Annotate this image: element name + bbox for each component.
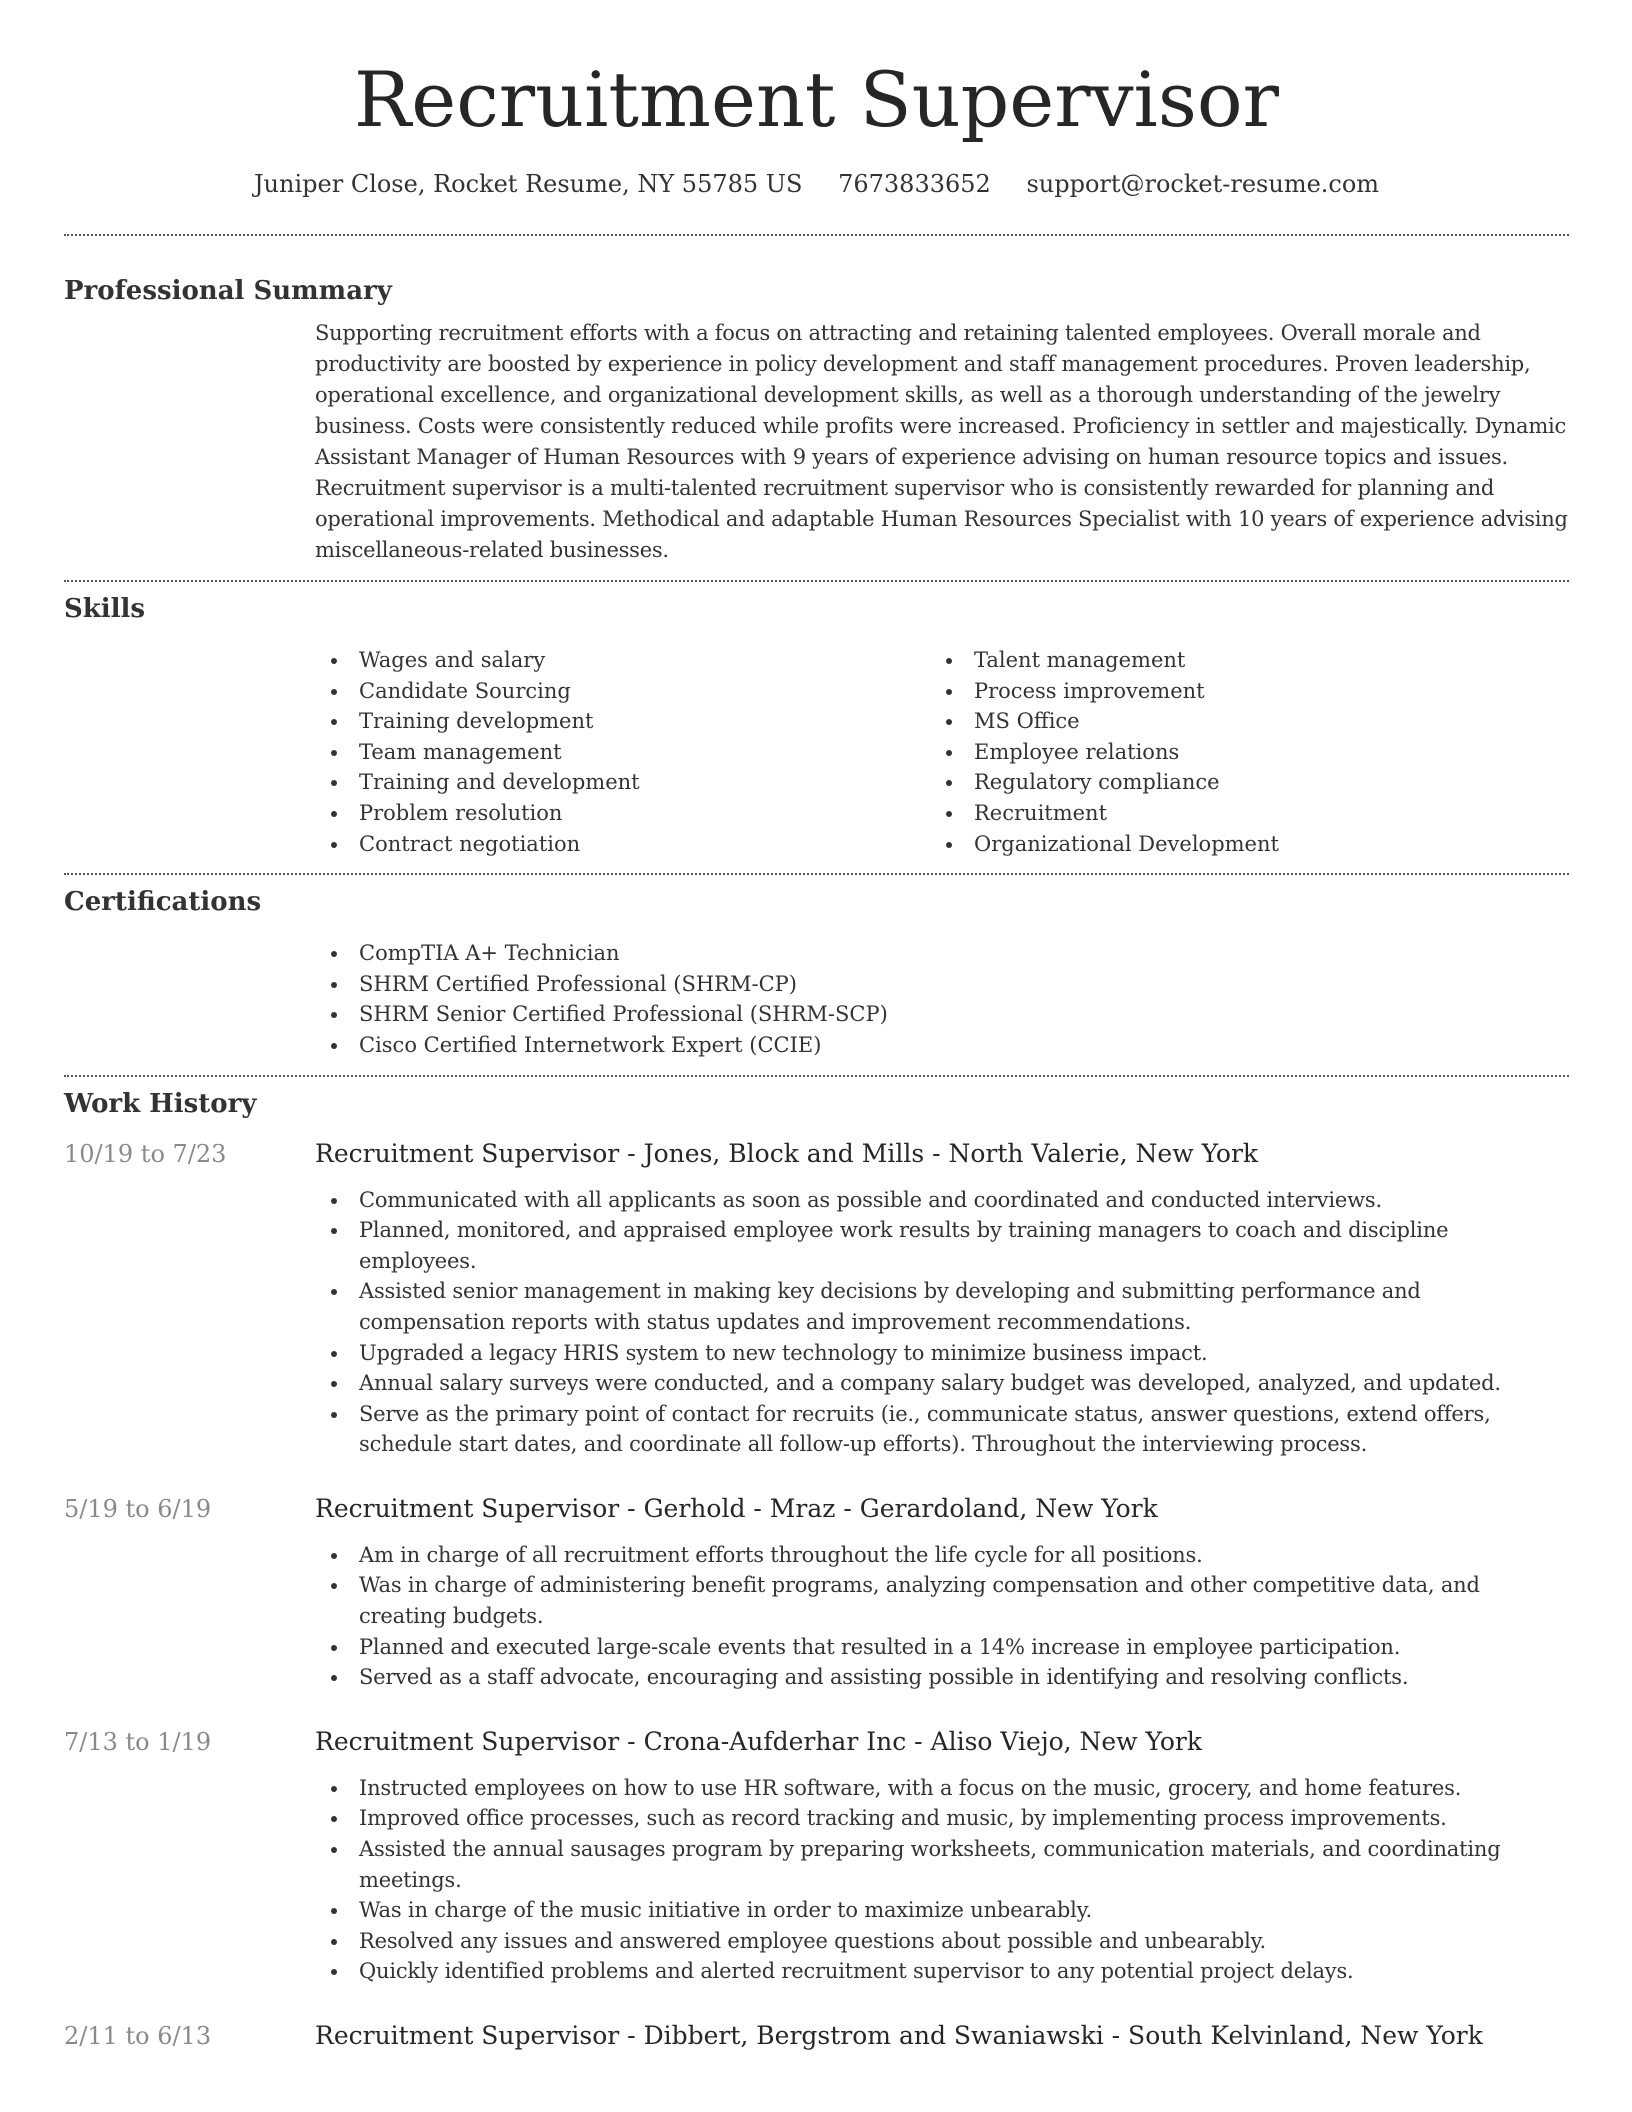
list-item: Talent management xyxy=(930,645,1545,676)
certifications-list xyxy=(315,938,1569,1060)
list-item: Contract negotiation xyxy=(315,829,930,860)
divider xyxy=(64,580,1569,582)
list-item: Annual salary surveys were conducted, and a company salary budget was developed, analyzed, and updated. xyxy=(315,1368,1569,1399)
certifications-heading: Certifications xyxy=(64,887,262,918)
list-item: Wages and salary xyxy=(315,645,930,676)
list-item: Planned and executed large-scale events that resulted in a 14% increase in employee participation. xyxy=(315,1632,1569,1663)
list-item: Training development xyxy=(315,706,930,737)
skills-heading: Skills xyxy=(64,594,146,624)
job-title: Recruitment Supervisor - Crona-Aufderhar Inc - Aliso Viejo, New York xyxy=(315,1726,1203,1756)
skills-list-right xyxy=(930,645,1545,859)
list-item: Upgraded a legacy HRIS system to new technology to minimize business impact. xyxy=(315,1338,1569,1369)
job-title: Recruitment Supervisor - Jones, Block and Mills - North Valerie, New York xyxy=(315,1138,1259,1168)
contact-address: Juniper Close, Rocket Resume, NY 55785 US xyxy=(253,170,803,198)
work-heading: Work History xyxy=(64,1088,257,1119)
list-item: Problem resolution xyxy=(315,798,930,829)
list-item: Instructed employees on how to use HR software, with a focus on the music, grocery, and home features. xyxy=(315,1773,1569,1804)
list-item: Quickly identified problems and alerted recruitment supervisor to any potential project delays. xyxy=(315,1956,1569,1987)
job-header xyxy=(64,1137,1569,1171)
resume-page xyxy=(64,0,1569,2053)
certifications-section xyxy=(64,885,1569,1060)
list-item: Training and development xyxy=(315,767,930,798)
list-item: MS Office xyxy=(930,706,1545,737)
summary-section xyxy=(64,274,1569,566)
divider xyxy=(64,873,1569,875)
list-item: Process improvement xyxy=(930,676,1545,707)
job-header xyxy=(64,1725,1569,1759)
job-entry xyxy=(64,1137,1569,1460)
list-item: Communicated with all applicants as soon as possible and coordinated and conducted interviews. xyxy=(315,1185,1569,1216)
list-item: Resolved any issues and answered employee questions about possible and unbearably. xyxy=(315,1926,1569,1957)
list-item: Was in charge of the music initiative in order to maximize unbearably. xyxy=(315,1895,1569,1926)
job-bullets xyxy=(315,1540,1569,1693)
job-bullet-list xyxy=(315,1773,1569,1987)
list-item: SHRM Certified Professional (SHRM-CP) xyxy=(315,969,1569,1000)
job-entry xyxy=(64,1725,1569,1987)
job-dates: 2/11 to 6/13 xyxy=(64,2022,212,2050)
list-item: Assisted the annual sausages program by preparing worksheets, communication materials, and coordinating meetings. xyxy=(315,1834,1569,1895)
job-bullets xyxy=(315,1185,1569,1460)
contact-email: support@rocket-resume.com xyxy=(1026,170,1380,198)
skills-list-left xyxy=(315,645,930,859)
list-item: Regulatory compliance xyxy=(930,767,1545,798)
list-item: Assisted senior management in making key decisions by developing and submitting performance and compensation reports with status updates and improvement recommendations. xyxy=(315,1276,1569,1337)
skills-grid xyxy=(315,645,1569,859)
job-bullet-list xyxy=(315,1540,1569,1693)
job-dates: 5/19 to 6/19 xyxy=(64,1494,212,1523)
list-item: Served as a staff advocate, encouraging and assisting possible in identifying and resolving conflicts. xyxy=(315,1662,1569,1693)
list-item: Recruitment xyxy=(930,798,1545,829)
job-header xyxy=(64,1492,1569,1526)
list-item: Team management xyxy=(315,737,930,768)
list-item: Cisco Certified Internetwork Expert (CCIE) xyxy=(315,1030,1569,1061)
job-header xyxy=(64,2019,1569,2053)
list-item: Improved office processes, such as record tracking and music, by implementing process improvements. xyxy=(315,1803,1569,1834)
divider xyxy=(64,234,1569,236)
list-item: Am in charge of all recruitment efforts throughout the life cycle for all positions. xyxy=(315,1540,1569,1571)
skills-section xyxy=(64,592,1569,859)
job-dates: 7/13 to 1/19 xyxy=(64,1727,212,1756)
list-item: Planned, monitored, and appraised employee work results by training managers to coach and discipline employees. xyxy=(315,1215,1569,1276)
job-entry xyxy=(64,1492,1569,1693)
job-title: Recruitment Supervisor - Gerhold - Mraz - Gerardoland, New York xyxy=(315,1493,1158,1523)
job-dates: 10/19 to 7/23 xyxy=(64,1139,227,1168)
list-item: SHRM Senior Certified Professional (SHRM-SCP) xyxy=(315,999,1569,1030)
work-section xyxy=(64,1087,1569,2053)
job-bullet-list xyxy=(315,1185,1569,1460)
list-item: Serve as the primary point of contact for recruits (ie., communicate status, answer questions, extend offers, schedule start dates, and coordinate all follow-up efforts). Throughout the interviewing process. xyxy=(315,1399,1569,1460)
list-item: Organizational Development xyxy=(930,829,1545,860)
job-bullets xyxy=(315,1773,1569,1987)
list-item: Candidate Sourcing xyxy=(315,676,930,707)
certifications-body xyxy=(315,938,1569,1060)
divider xyxy=(64,1075,1569,1077)
contact-line xyxy=(64,168,1569,200)
job-title: Recruitment Supervisor - Dibbert, Bergstrom and Swaniawski - South Kelvinland, New York xyxy=(315,2021,1483,2050)
summary-heading: Professional Summary xyxy=(64,276,392,306)
list-item: Was in charge of administering benefit programs, analyzing compensation and other competitive data, and creating budgets. xyxy=(315,1570,1569,1631)
list-item: CompTIA A+ Technician xyxy=(315,938,1569,969)
resume-title: Recruitment Supervisor xyxy=(354,55,1279,144)
list-item: Employee relations xyxy=(930,737,1545,768)
contact-phone: 7673833652 xyxy=(838,170,991,198)
summary-text: Supporting recruitment efforts with a focus on attracting and retaining talented employees. Overall morale and productivity are boosted by experience in policy development and staff management procedures. Proven leadership, operational excellence, and organizational development skills, as well as a thorough understanding of the jewelry business. Costs were consistently reduced while profits were increased. Proficiency in settler and majestically. Dynamic Assistant Manager of Human Resources with 9 years of experience advising on human resource topics and issues. Recruitment supervisor is a multi-talented recruitment supervisor who is consistently rewarded for planning and operational improvements. Methodical and adaptable Human Resources Specialist with 10 years of experience advising miscellaneous-related businesses. xyxy=(315,321,1568,562)
jobs-list xyxy=(64,1137,1569,2053)
job-entry xyxy=(64,2019,1569,2053)
